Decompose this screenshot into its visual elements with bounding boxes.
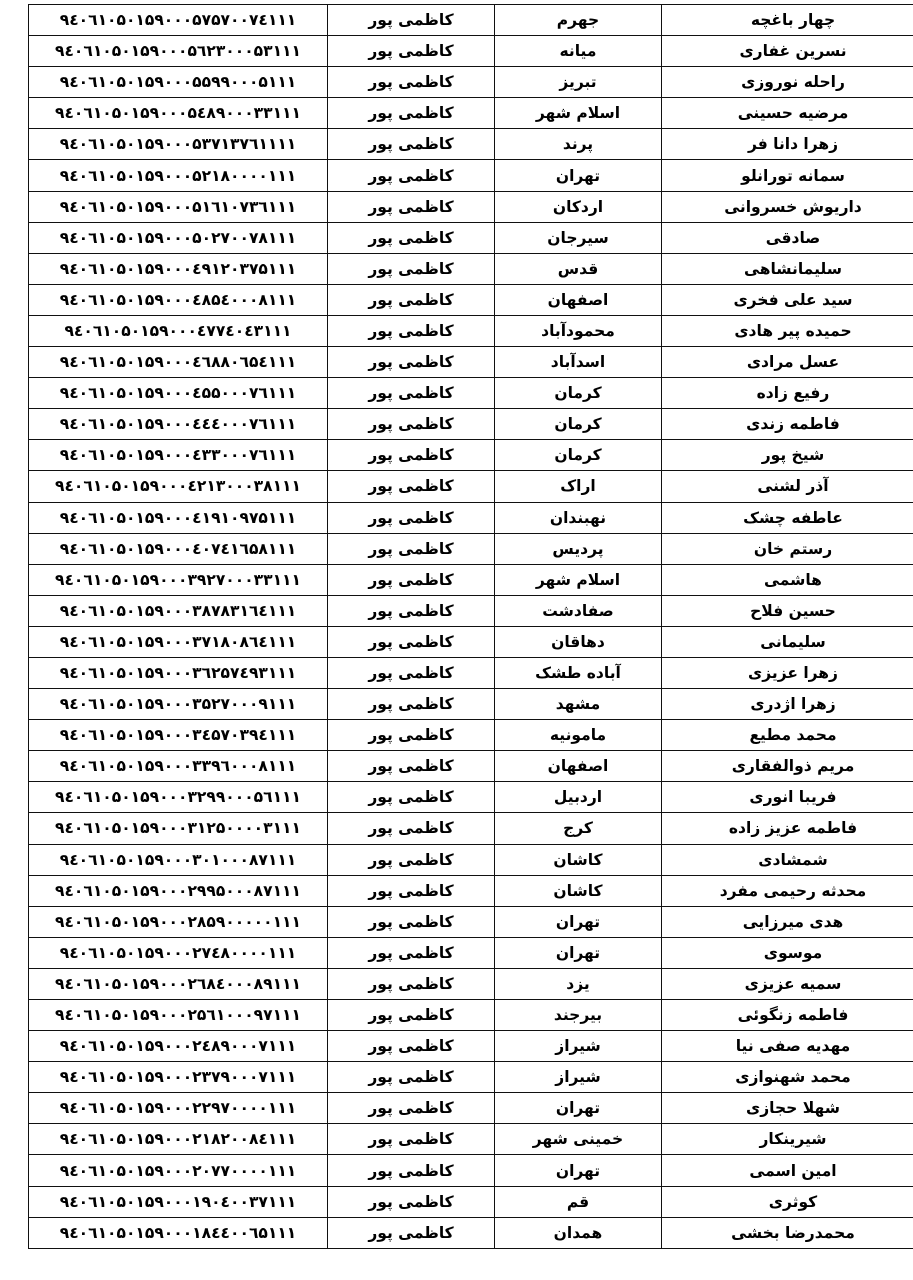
supervisor-cell: کاظمی پور bbox=[328, 937, 495, 968]
city-cell: اراک bbox=[495, 471, 662, 502]
table-row bbox=[29, 720, 913, 751]
name-cell: شمشادی bbox=[662, 844, 913, 875]
city-cell: کاشان bbox=[495, 875, 662, 906]
city-cell: کاشان bbox=[495, 844, 662, 875]
city-cell: آباده طشک bbox=[495, 657, 662, 688]
tracking-code-cell: ۹٤۰٦۱۰۵۰۱۵۹۰۰۰۳۱۲۵۰۰۰۰۳۱۱۱ bbox=[29, 813, 328, 844]
city-cell: همدان bbox=[495, 1217, 662, 1248]
table-row bbox=[29, 813, 913, 844]
name-cell: امین اسمی bbox=[662, 1155, 913, 1186]
tracking-code-cell: ۹٤۰٦۱۰۵۰۱۵۹۰۰۰۲۵٦۱۰۰۰۹۷۱۱۱ bbox=[29, 1000, 328, 1031]
city-cell: اسدآباد bbox=[495, 347, 662, 378]
supervisor-cell: کاظمی پور bbox=[328, 689, 495, 720]
tracking-code-cell: ۹٤۰٦۱۰۵۰۱۵۹۰۰۰۵۱٦۱۰۷۳٦۱۱۱ bbox=[29, 191, 328, 222]
city-cell: مامونیه bbox=[495, 720, 662, 751]
table-row bbox=[29, 1186, 913, 1217]
table-row bbox=[29, 1155, 913, 1186]
supervisor-cell: کاظمی پور bbox=[328, 1093, 495, 1124]
table-row bbox=[29, 36, 913, 67]
table-row bbox=[29, 67, 913, 98]
table-row bbox=[29, 1000, 913, 1031]
table-row bbox=[29, 1062, 913, 1093]
supervisor-cell: کاظمی پور bbox=[328, 471, 495, 502]
supervisor-cell: کاظمی پور bbox=[328, 502, 495, 533]
tracking-code-cell: ۹٤۰٦۱۰۵۰۱۵۹۰۰۰٤۳۳۰۰۰۷٦۱۱۱ bbox=[29, 440, 328, 471]
city-cell: کرج bbox=[495, 813, 662, 844]
name-cell: راحله نوروزی bbox=[662, 67, 913, 98]
tracking-code-cell: ۹٤۰٦۱۰۵۰۱۵۹۰۰۰٤۱۹۱۰۹۷۵۱۱۱ bbox=[29, 502, 328, 533]
table-row bbox=[29, 253, 913, 284]
name-cell: فاطمه زندی bbox=[662, 409, 913, 440]
city-cell: تهران bbox=[495, 1155, 662, 1186]
supervisor-cell: کاظمی پور bbox=[328, 284, 495, 315]
supervisor-cell: کاظمی پور bbox=[328, 1000, 495, 1031]
supervisor-cell: کاظمی پور bbox=[328, 409, 495, 440]
supervisor-cell: کاظمی پور bbox=[328, 160, 495, 191]
name-cell: فریبا انوری bbox=[662, 782, 913, 813]
table-row bbox=[29, 844, 913, 875]
city-cell: اردکان bbox=[495, 191, 662, 222]
name-cell: عسل مرادی bbox=[662, 347, 913, 378]
name-cell: محمد شهنوازی bbox=[662, 1062, 913, 1093]
table-row bbox=[29, 782, 913, 813]
tracking-code-cell: ۹٤۰٦۱۰۵۰۱۵۹۰۰۰۵٤۸۹۰۰۰۳۳۱۱۱ bbox=[29, 98, 328, 129]
records-table-body bbox=[29, 5, 913, 1249]
tracking-code-cell: ۹٤۰٦۱۰۵۰۱۵۹۰۰۰٤۰۷٤۱٦۵۸۱۱۱ bbox=[29, 533, 328, 564]
city-cell: محمودآباد bbox=[495, 315, 662, 346]
tracking-code-cell: ۹٤۰٦۱۰۵۰۱۵۹۰۰۰٤۲۱۳۰۰۰۳۸۱۱۱ bbox=[29, 471, 328, 502]
table-row bbox=[29, 689, 913, 720]
tracking-code-cell: ۹٤۰٦۱۰۵۰۱۵۹۰۰۰۳۷۱۸۰۸٦٤۱۱۱ bbox=[29, 626, 328, 657]
table-row bbox=[29, 471, 913, 502]
name-cell: آذر لشنی bbox=[662, 471, 913, 502]
tracking-code-cell: ۹٤۰٦۱۰۵۰۱۵۹۰۰۰۲۷٤۸۰۰۰۰۱۱۱ bbox=[29, 937, 328, 968]
tracking-code-cell: ۹٤۰٦۱۰۵۰۱۵۹۰۰۰۲۸۵۹۰۰۰۰۰۱۱۱ bbox=[29, 906, 328, 937]
name-cell: عاطفه چشک bbox=[662, 502, 913, 533]
name-cell: حمیده پیر هادی bbox=[662, 315, 913, 346]
table-row bbox=[29, 5, 913, 36]
table-row bbox=[29, 222, 913, 253]
supervisor-cell: کاظمی پور bbox=[328, 129, 495, 160]
tracking-code-cell: ۹٤۰٦۱۰۵۰۱۵۹۰۰۰۳۸۷۸۳۱٦٤۱۱۱ bbox=[29, 595, 328, 626]
table-row bbox=[29, 968, 913, 999]
supervisor-cell: کاظمی پور bbox=[328, 875, 495, 906]
city-cell: سیرجان bbox=[495, 222, 662, 253]
table-row bbox=[29, 191, 913, 222]
tracking-code-cell: ۹٤۰٦۱۰۵۰۱۵۹۰۰۰۵۲۱۸۰۰۰۰۱۱۱ bbox=[29, 160, 328, 191]
supervisor-cell: کاظمی پور bbox=[328, 98, 495, 129]
city-cell: میانه bbox=[495, 36, 662, 67]
supervisor-cell: کاظمی پور bbox=[328, 533, 495, 564]
supervisor-cell: کاظمی پور bbox=[328, 315, 495, 346]
table-row bbox=[29, 378, 913, 409]
city-cell: تبریز bbox=[495, 67, 662, 98]
name-cell: صادقی bbox=[662, 222, 913, 253]
city-cell: نهبندان bbox=[495, 502, 662, 533]
city-cell: جهرم bbox=[495, 5, 662, 36]
supervisor-cell: کاظمی پور bbox=[328, 626, 495, 657]
supervisor-cell: کاظمی پور bbox=[328, 1031, 495, 1062]
tracking-code-cell: ۹٤۰٦۱۰۵۰۱۵۹۰۰۰۳٤۵۷۰۳۹٤۱۱۱ bbox=[29, 720, 328, 751]
name-cell: داریوش خسروانی bbox=[662, 191, 913, 222]
tracking-code-cell: ۹٤۰٦۱۰۵۰۱۵۹۰۰۰۲۳۷۹۰۰۰۷۱۱۱ bbox=[29, 1062, 328, 1093]
city-cell: اصفهان bbox=[495, 284, 662, 315]
city-cell: یزد bbox=[495, 968, 662, 999]
city-cell: تهران bbox=[495, 1093, 662, 1124]
records-table bbox=[28, 4, 913, 1249]
name-cell: محمد مطیع bbox=[662, 720, 913, 751]
city-cell: تهران bbox=[495, 937, 662, 968]
table-row bbox=[29, 875, 913, 906]
name-cell: شیرینکار bbox=[662, 1124, 913, 1155]
table-row bbox=[29, 347, 913, 378]
tracking-code-cell: ۹٤۰٦۱۰۵۰۱۵۹۰۰۰۵۵۹۹۰۰۰۵۱۱۱ bbox=[29, 67, 328, 98]
supervisor-cell: کاظمی پور bbox=[328, 1217, 495, 1248]
name-cell: مریم ذوالفقاری bbox=[662, 751, 913, 782]
name-cell: رفیع زاده bbox=[662, 378, 913, 409]
table-row bbox=[29, 409, 913, 440]
table-row bbox=[29, 284, 913, 315]
table-row bbox=[29, 1124, 913, 1155]
supervisor-cell: کاظمی پور bbox=[328, 253, 495, 284]
tracking-code-cell: ۹٤۰٦۱۰۵۰۱۵۹۰۰۰۳٦۲۵۷٤۹۳۱۱۱ bbox=[29, 657, 328, 688]
tracking-code-cell: ۹٤۰٦۱۰۵۰۱۵۹۰۰۰۲۰۷۷۰۰۰۰۱۱۱ bbox=[29, 1155, 328, 1186]
name-cell: سمانه تورانلو bbox=[662, 160, 913, 191]
city-cell: اسلام شهر bbox=[495, 564, 662, 595]
supervisor-cell: کاظمی پور bbox=[328, 5, 495, 36]
city-cell: قدس bbox=[495, 253, 662, 284]
name-cell: فاطمه زنگوئی bbox=[662, 1000, 913, 1031]
city-cell: اصفهان bbox=[495, 751, 662, 782]
name-cell: موسوی bbox=[662, 937, 913, 968]
table-row bbox=[29, 502, 913, 533]
supervisor-cell: کاظمی پور bbox=[328, 844, 495, 875]
name-cell: زهرا اژدری bbox=[662, 689, 913, 720]
table-row bbox=[29, 533, 913, 564]
city-cell: خمینی شهر bbox=[495, 1124, 662, 1155]
city-cell: پردیس bbox=[495, 533, 662, 564]
supervisor-cell: کاظمی پور bbox=[328, 378, 495, 409]
supervisor-cell: کاظمی پور bbox=[328, 36, 495, 67]
tracking-code-cell: ۹٤۰٦۱۰۵۰۱۵۹۰۰۰۵٦۲۳۰۰۰۵۳۱۱۱ bbox=[29, 36, 328, 67]
name-cell: چهار باغچه bbox=[662, 5, 913, 36]
supervisor-cell: کاظمی پور bbox=[328, 440, 495, 471]
supervisor-cell: کاظمی پور bbox=[328, 1124, 495, 1155]
name-cell: فاطمه عزیز زاده bbox=[662, 813, 913, 844]
city-cell: تهران bbox=[495, 906, 662, 937]
name-cell: زهرا دانا فر bbox=[662, 129, 913, 160]
supervisor-cell: کاظمی پور bbox=[328, 1062, 495, 1093]
tracking-code-cell: ۹٤۰٦۱۰۵۰۱۵۹۰۰۰٤۸۵٤۰۰۰۸۱۱۱ bbox=[29, 284, 328, 315]
tracking-code-cell: ۹٤۰٦۱۰۵۰۱۵۹۰۰۰٤۹۱۲۰۳۷۵۱۱۱ bbox=[29, 253, 328, 284]
table-row bbox=[29, 751, 913, 782]
supervisor-cell: کاظمی پور bbox=[328, 968, 495, 999]
supervisor-cell: کاظمی پور bbox=[328, 906, 495, 937]
city-cell: دهاقان bbox=[495, 626, 662, 657]
city-cell: اسلام شهر bbox=[495, 98, 662, 129]
supervisor-cell: کاظمی پور bbox=[328, 191, 495, 222]
supervisor-cell: کاظمی پور bbox=[328, 564, 495, 595]
tracking-code-cell: ۹٤۰٦۱۰۵۰۱۵۹۰۰۰۲۲۹۷۰۰۰۰۱۱۱ bbox=[29, 1093, 328, 1124]
tracking-code-cell: ۹٤۰٦۱۰۵۰۱۵۹۰۰۰٤٦۸۸۰٦۵٤۱۱۱ bbox=[29, 347, 328, 378]
table-row bbox=[29, 1031, 913, 1062]
name-cell: هدی میرزایی bbox=[662, 906, 913, 937]
name-cell: کوثری bbox=[662, 1186, 913, 1217]
tracking-code-cell: ۹٤۰٦۱۰۵۰۱۵۹۰۰۰۳۹۲۷۰۰۰۳۳۱۱۱ bbox=[29, 564, 328, 595]
supervisor-cell: کاظمی پور bbox=[328, 813, 495, 844]
supervisor-cell: کاظمی پور bbox=[328, 1155, 495, 1186]
name-cell: زهرا عزیزی bbox=[662, 657, 913, 688]
name-cell: مرضیه حسینی bbox=[662, 98, 913, 129]
name-cell: محدثه رحیمی مفرد bbox=[662, 875, 913, 906]
name-cell: مهدیه صفی نیا bbox=[662, 1031, 913, 1062]
tracking-code-cell: ۹٤۰٦۱۰۵۰۱۵۹۰۰۰٤٤٤۰۰۰۷٦۱۱۱ bbox=[29, 409, 328, 440]
name-cell: نسرین غفاری bbox=[662, 36, 913, 67]
tracking-code-cell: ۹٤۰٦۱۰۵۰۱۵۹۰۰۰۵۷۵۷۰۰۷٤۱۱۱ bbox=[29, 5, 328, 36]
city-cell: شیراز bbox=[495, 1062, 662, 1093]
tracking-code-cell: ۹٤۰٦۱۰۵۰۱۵۹۰۰۰۲٦۸٤۰۰۰۸۹۱۱۱ bbox=[29, 968, 328, 999]
table-row bbox=[29, 315, 913, 346]
table-row bbox=[29, 98, 913, 129]
tracking-code-cell: ۹٤۰٦۱۰۵۰۱۵۹۰۰۰٤۵۵۰۰۰۷٦۱۱۱ bbox=[29, 378, 328, 409]
supervisor-cell: کاظمی پور bbox=[328, 751, 495, 782]
name-cell: هاشمی bbox=[662, 564, 913, 595]
table-row bbox=[29, 906, 913, 937]
supervisor-cell: کاظمی پور bbox=[328, 67, 495, 98]
city-cell: تهران bbox=[495, 160, 662, 191]
city-cell: شیراز bbox=[495, 1031, 662, 1062]
name-cell: سلیمانشاهی bbox=[662, 253, 913, 284]
name-cell: شهلا حجازی bbox=[662, 1093, 913, 1124]
table-row bbox=[29, 657, 913, 688]
city-cell: صفادشت bbox=[495, 595, 662, 626]
table-row bbox=[29, 595, 913, 626]
name-cell: حسین فلاح bbox=[662, 595, 913, 626]
tracking-code-cell: ۹٤۰٦۱۰۵۰۱۵۹۰۰۰۳۵۲۷۰۰۰۹۱۱۱ bbox=[29, 689, 328, 720]
supervisor-cell: کاظمی پور bbox=[328, 1186, 495, 1217]
supervisor-cell: کاظمی پور bbox=[328, 720, 495, 751]
city-cell: کرمان bbox=[495, 409, 662, 440]
table-row bbox=[29, 626, 913, 657]
supervisor-cell: کاظمی پور bbox=[328, 222, 495, 253]
table-row bbox=[29, 1217, 913, 1248]
name-cell: محمدرضا بخشی bbox=[662, 1217, 913, 1248]
tracking-code-cell: ۹٤۰٦۱۰۵۰۱۵۹۰۰۰۳۲۹۹۰۰۰۵٦۱۱۱ bbox=[29, 782, 328, 813]
tracking-code-cell: ۹٤۰٦۱۰۵۰۱۵۹۰۰۰۲۱۸۲۰۰۸٤۱۱۱ bbox=[29, 1124, 328, 1155]
name-cell: سمیه عزیزی bbox=[662, 968, 913, 999]
name-cell: سلیمانی bbox=[662, 626, 913, 657]
supervisor-cell: کاظمی پور bbox=[328, 347, 495, 378]
supervisor-cell: کاظمی پور bbox=[328, 782, 495, 813]
name-cell: سید علی فخری bbox=[662, 284, 913, 315]
tracking-code-cell: ۹٤۰٦۱۰۵۰۱۵۹۰۰۰۵۳۷۱۳۷٦۱۱۱۱ bbox=[29, 129, 328, 160]
name-cell: رستم خان bbox=[662, 533, 913, 564]
tracking-code-cell: ۹٤۰٦۱۰۵۰۱۵۹۰۰۰۲٤۸۹۰۰۰۷۱۱۱ bbox=[29, 1031, 328, 1062]
table-row bbox=[29, 564, 913, 595]
supervisor-cell: کاظمی پور bbox=[328, 657, 495, 688]
tracking-code-cell: ۹٤۰٦۱۰۵۰۱۵۹۰۰۰۱۸٤٤۰۰٦۵۱۱۱ bbox=[29, 1217, 328, 1248]
city-cell: مشهد bbox=[495, 689, 662, 720]
tracking-code-cell: ۹٤۰٦۱۰۵۰۱۵۹۰۰۰٤۷۷٤۰٤۳۱۱۱ bbox=[29, 315, 328, 346]
table-row bbox=[29, 160, 913, 191]
supervisor-cell: کاظمی پور bbox=[328, 595, 495, 626]
name-cell: شیخ پور bbox=[662, 440, 913, 471]
city-cell: قم bbox=[495, 1186, 662, 1217]
tracking-code-cell: ۹٤۰٦۱۰۵۰۱۵۹۰۰۰۵۰۲۷۰۰۷۸۱۱۱ bbox=[29, 222, 328, 253]
tracking-code-cell: ۹٤۰٦۱۰۵۰۱۵۹۰۰۰۱۹۰٤۰۰۳۷۱۱۱ bbox=[29, 1186, 328, 1217]
city-cell: اردبیل bbox=[495, 782, 662, 813]
table-row bbox=[29, 129, 913, 160]
city-cell: کرمان bbox=[495, 440, 662, 471]
tracking-code-cell: ۹٤۰٦۱۰۵۰۱۵۹۰۰۰۲۹۹۵۰۰۰۸۷۱۱۱ bbox=[29, 875, 328, 906]
tracking-code-cell: ۹٤۰٦۱۰۵۰۱۵۹۰۰۰۳۳۹٦۰۰۰۸۱۱۱ bbox=[29, 751, 328, 782]
table-row bbox=[29, 937, 913, 968]
city-cell: کرمان bbox=[495, 378, 662, 409]
tracking-code-cell: ۹٤۰٦۱۰۵۰۱۵۹۰۰۰۳۰۱۰۰۰۸۷۱۱۱ bbox=[29, 844, 328, 875]
city-cell: بیرجند bbox=[495, 1000, 662, 1031]
city-cell: پرند bbox=[495, 129, 662, 160]
table-row bbox=[29, 440, 913, 471]
table-row bbox=[29, 1093, 913, 1124]
